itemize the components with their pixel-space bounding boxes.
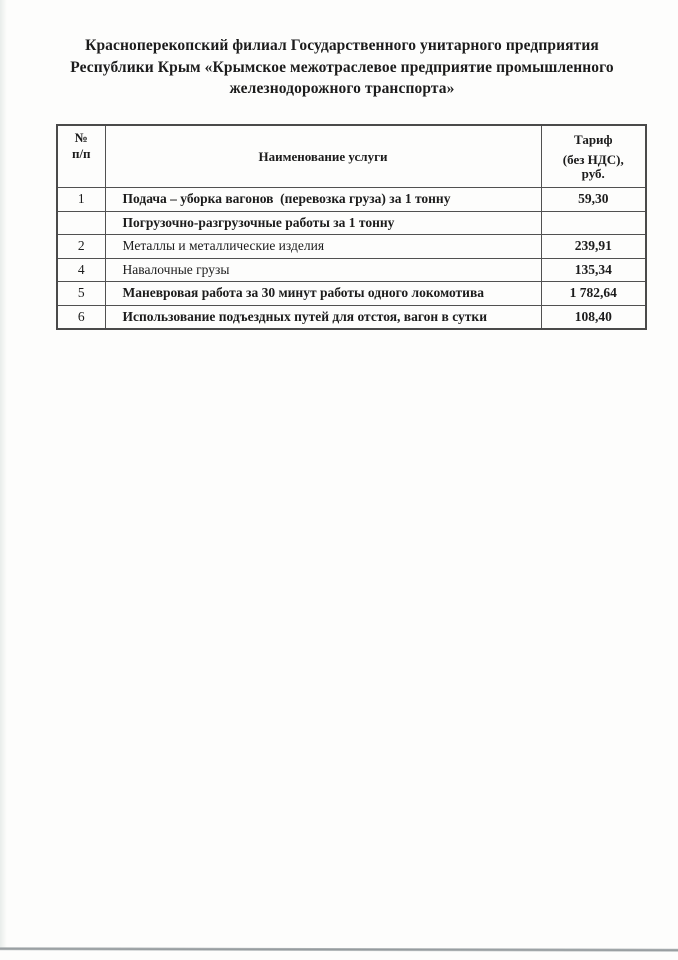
table-row [57,282,646,306]
row-number-cell: 2 [57,235,105,259]
header-tariff-line-1: Тариф [573,131,613,147]
header-row [57,125,646,188]
scan-bottom-edge-line [0,947,678,951]
scan-left-edge-shadow [0,0,7,950]
tariff-table-header [57,125,646,188]
document-title-line-1: Красноперекопский филиал Государственного унитарного предприятия [85,37,599,54]
tariff-value-cell: 239,91 [541,235,646,259]
tariff-value-cell: 108,40 [541,305,646,329]
row-number-cell: 4 [57,258,105,282]
tariff-table-body [57,188,646,330]
document-title-line-2: Республики Крым «Крымское межотраслевое предприятие промышленного [70,58,614,76]
document-title-line-3: железнодорожного транспорта» [229,80,455,97]
service-name-cell: Маневровая работа за 30 минут работы одного локомотива [105,282,541,306]
tariff-table [56,124,647,330]
row-number-cell: 5 [57,282,105,306]
header-number-line-2: п/п [71,146,91,161]
service-name-cell: Навалочные грузы [105,258,541,282]
header-tariff-cell [541,125,646,188]
tariff-value-cell: 135,34 [541,258,646,282]
header-number-cell [57,125,105,188]
service-name-cell: Использование подъездных путей для отстоя, вагон в сутки [105,305,541,329]
table-row [57,258,646,282]
service-name-cell: Металлы и металлические изделия [105,235,541,259]
service-name-cell: Подача – уборка вагонов (перевозка груза) за 1 тонну [105,188,541,212]
row-number-cell [57,211,105,235]
service-name-cell: Погрузочно-разгрузочные работы за 1 тонну [105,211,541,235]
tariff-value-cell: 1 782,64 [541,282,646,306]
tariff-value-cell: 59,30 [541,188,646,212]
table-row [57,188,646,212]
document-title [60,35,624,100]
header-tariff-line-3: руб. [581,165,605,181]
header-tariff-line-2: (без НДС), [562,151,624,167]
row-number-cell: 1 [57,188,105,212]
table-row [57,211,646,235]
table-row [57,305,646,329]
table-row [57,235,646,259]
tariff-value-cell [541,211,646,235]
row-number-cell: 6 [57,305,105,329]
header-service-cell: Наименование услуги [105,125,541,188]
header-number-line-1: № [74,130,88,145]
